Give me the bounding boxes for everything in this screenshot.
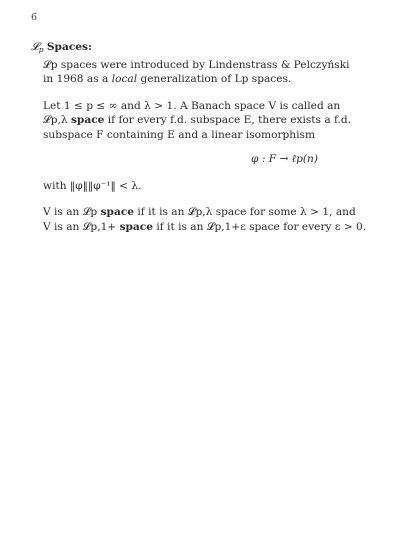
heading-subscript: p (38, 45, 44, 54)
section-heading (31, 40, 376, 58)
heading-label: Spaces: (46, 41, 92, 53)
conclusion-line-1-after: if it is an 𝓛p,λ space for some λ > 1, and (137, 206, 356, 218)
condition-line: with ‖φ‖‖φ⁻¹‖ < λ. (43, 179, 142, 192)
conclusion-line-1-bold: space (100, 206, 135, 218)
definition-line-1: Let 1 ≤ p ≤ ∞ and λ > 1. A Banach space V is called an (43, 99, 341, 112)
definition-line-2-bold: space (70, 114, 105, 126)
page-body (31, 40, 376, 234)
definition-line-3: subspace F containing E and a linear isomorphism (43, 128, 315, 141)
conclusion-line-2-after: if it is an 𝓛p,1+ε space for every ε > 0. (156, 220, 367, 233)
conclusion-line-2-before: V is an 𝓛p,1+ (43, 220, 117, 233)
heading-symbol: 𝓛 (31, 41, 39, 53)
intro-line-2-before: in 1968 as a (43, 73, 112, 85)
conclusion-line-2-bold: space (119, 220, 153, 233)
display-equation: φ : F → ℓp(n) (251, 153, 318, 165)
definition-line-2-symbol: 𝓛p,λ (43, 114, 68, 126)
intro-line-2-italic: local (111, 73, 138, 85)
intro-line-2-after: generalization of Lp spaces. (137, 73, 292, 85)
definition-paragraph (43, 99, 376, 143)
page-number: 6 (31, 12, 38, 23)
intro-paragraph (43, 58, 376, 87)
definition-line-2-rest: if for every f.d. subspace E, there exists a f.d. (107, 114, 352, 126)
conclusion-line-1-before: V is an 𝓛p (43, 206, 98, 218)
conclusion-paragraph (43, 205, 376, 234)
intro-line-1: 𝓛p spaces were introduced by Lindenstrass & Pelczyński (43, 58, 350, 71)
